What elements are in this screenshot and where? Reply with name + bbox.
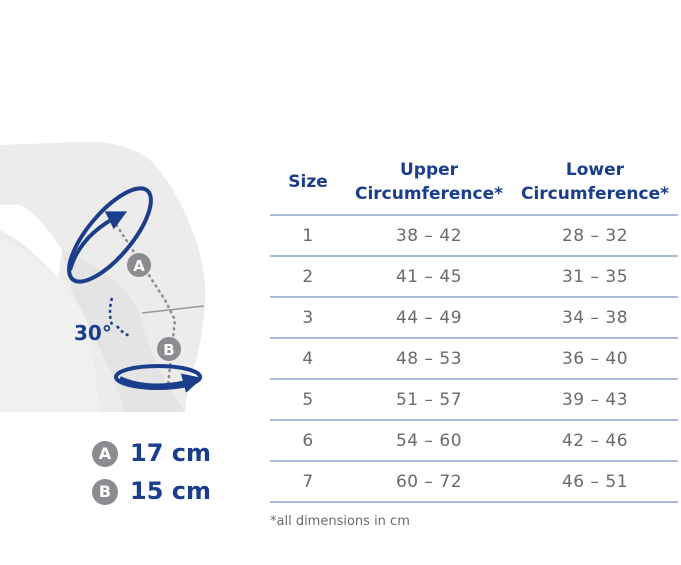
cell-upper: 41 – 45 (346, 256, 512, 297)
marker-a-letter: A (133, 257, 145, 275)
table-row (270, 379, 678, 420)
table-row (270, 297, 678, 338)
table-row (270, 338, 678, 379)
cell-lower: 31 – 35 (512, 256, 678, 297)
legend-item-a (92, 436, 242, 470)
cell-size: 6 (270, 420, 346, 461)
size-table (270, 152, 678, 503)
legend-marker-a: A (92, 441, 118, 467)
cell-size: 4 (270, 338, 346, 379)
cell-upper: 44 – 49 (346, 297, 512, 338)
header-upper: Upper Circumference* (346, 152, 512, 215)
table-row (270, 256, 678, 297)
table-header-row (270, 152, 678, 215)
table-row (270, 461, 678, 502)
legend-value-a: 17 cm (130, 439, 211, 467)
footnote: *all dimensions in cm (270, 514, 410, 529)
cell-upper: 48 – 53 (346, 338, 512, 379)
cell-size: 2 (270, 256, 346, 297)
legend-item-b (92, 474, 242, 508)
leg-measurement-illustration (0, 130, 260, 420)
cell-upper: 38 – 42 (346, 215, 512, 256)
header-lower: Lower Circumference* (512, 152, 678, 215)
cell-lower: 42 – 46 (512, 420, 678, 461)
table-row (270, 215, 678, 256)
legend-marker-b: B (92, 479, 118, 505)
cell-size: 3 (270, 297, 346, 338)
cell-lower: 36 – 40 (512, 338, 678, 379)
table-row (270, 420, 678, 461)
cell-size: 5 (270, 379, 346, 420)
cell-upper: 51 – 57 (346, 379, 512, 420)
cell-lower: 34 – 38 (512, 297, 678, 338)
cell-upper: 54 – 60 (346, 420, 512, 461)
cell-lower: 39 – 43 (512, 379, 678, 420)
cell-upper: 60 – 72 (346, 461, 512, 502)
marker-b-letter: B (163, 341, 175, 359)
header-size: Size (270, 152, 346, 215)
cell-size: 1 (270, 215, 346, 256)
cell-size: 7 (270, 461, 346, 502)
angle-label: 30° (74, 321, 112, 345)
cell-lower: 28 – 32 (512, 215, 678, 256)
cell-lower: 46 – 51 (512, 461, 678, 502)
legend-value-b: 15 cm (130, 477, 211, 505)
